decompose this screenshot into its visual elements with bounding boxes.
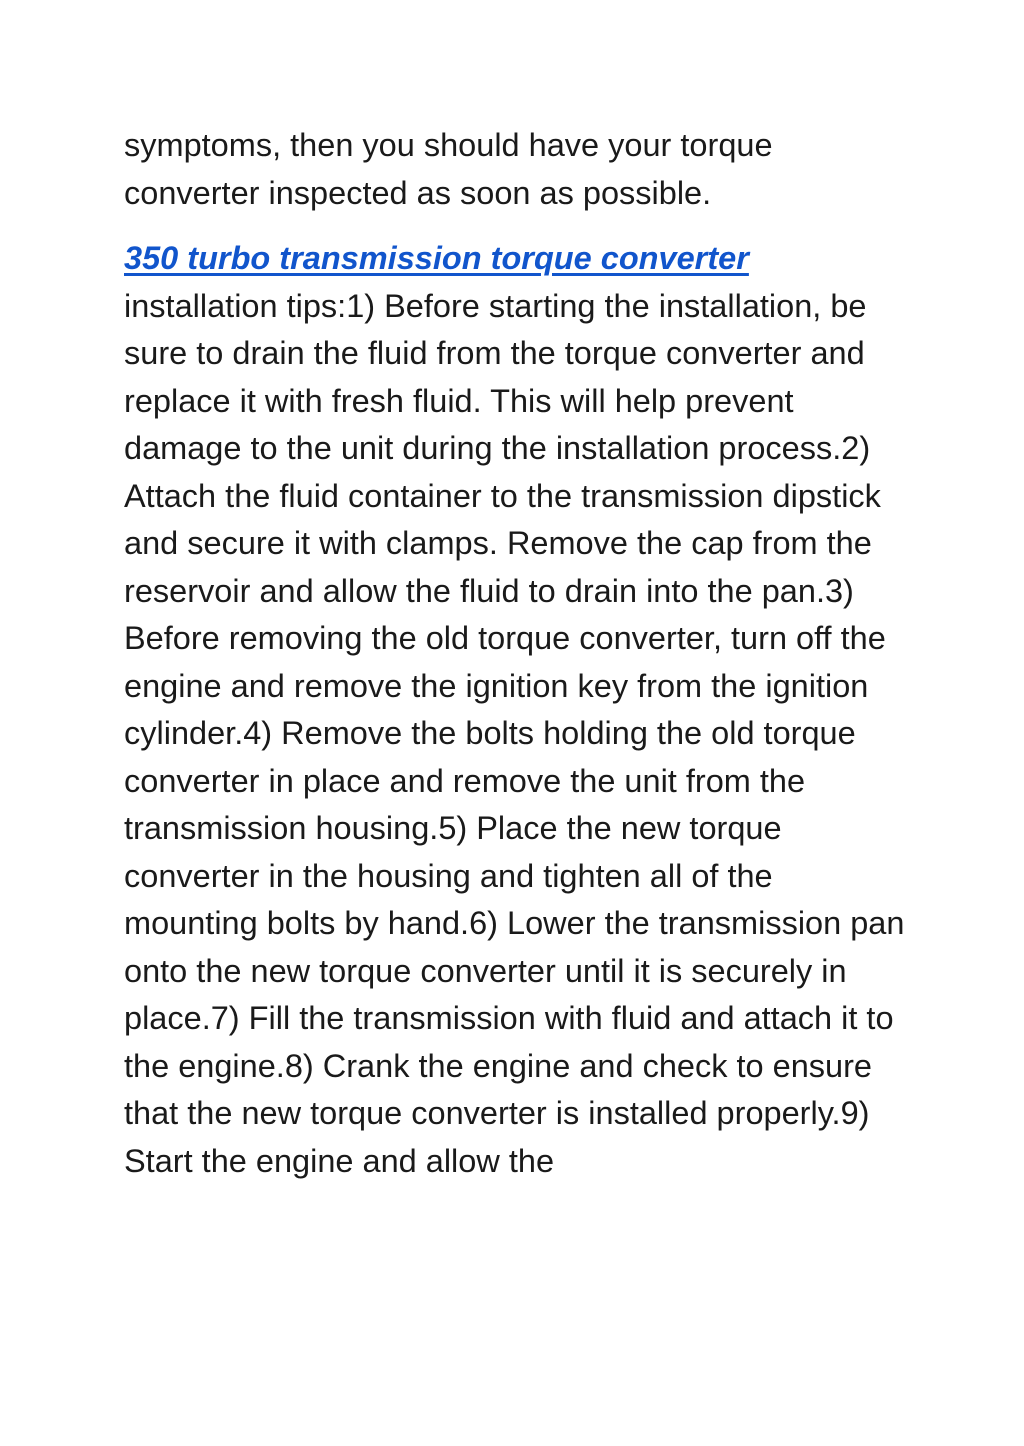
installation-tips-text: installation tips:1) Before starting the installation, be sure to drain the fluid from the torque converter and replace it with fresh fluid. This will help prevent damage to the unit during the installation process.2) Attach the fluid container to the transmission dipstick and secure it with clamps. Remove the cap from the reservoir and allow the fluid to drain into the pan.3) Before removing the old torque converter, turn off the engine and remove the ignition key from the ignition cylinder.4) Remove the bolts holding the old torque converter in place and remove the unit from the transmission housing.5) Place the new torque converter in the housing and tighten all of the mounting bolts by hand.6) Lower the transmission pan onto the new torque converter until it is securely in place.7) Fill the transmission with fluid and attach it to the engine.8) Crank the engine and check to ensure that the new torque converter is installed properly.9) Start the engine and allow the [124, 287, 905, 1179]
torque-converter-link[interactable]: 350 turbo transmission torque converter [124, 240, 749, 276]
paragraph-symptoms: symptoms, then you should have your torque converter inspected as soon as possible. [124, 127, 773, 211]
document-body [124, 122, 914, 1185]
paragraph-installation-tips [124, 235, 914, 1185]
